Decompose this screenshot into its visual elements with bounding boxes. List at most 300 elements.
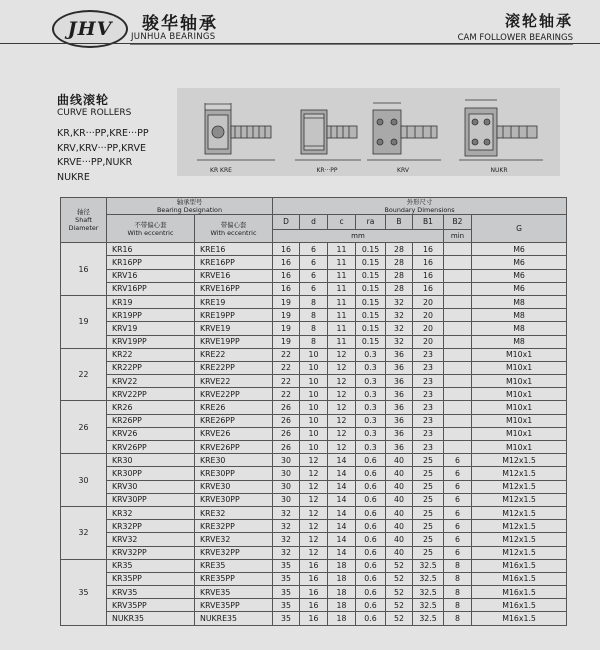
ra-cell: 0.3 xyxy=(356,401,386,414)
D-cell: 22 xyxy=(273,348,300,361)
drawing-label: NUKR xyxy=(490,167,508,174)
designation-without-cell: KR26 xyxy=(107,401,195,414)
B-cell: 36 xyxy=(386,414,413,427)
series-line: KR,KR···PP,KRE···PP xyxy=(57,128,149,139)
designation-without-cell: KRV30PP xyxy=(107,493,195,506)
shaft-header-en2: Diameter xyxy=(68,224,99,233)
B-cell: 28 xyxy=(386,282,413,295)
without-eccentric-header xyxy=(107,215,195,243)
G-cell: M16x1.5 xyxy=(472,599,567,612)
B-cell: 32 xyxy=(386,322,413,335)
B-cell: 52 xyxy=(386,586,413,599)
designation-with-cell: KRE22 xyxy=(195,348,273,361)
table-row xyxy=(61,256,567,269)
G-cell: M12x1.5 xyxy=(472,520,567,533)
without-eccentric-en: With eccentric xyxy=(127,228,174,237)
B-cell: 52 xyxy=(386,559,413,572)
D-cell: 26 xyxy=(273,427,300,440)
col-B1: B1 xyxy=(413,215,444,230)
designation-without-cell: KR16PP xyxy=(107,256,195,269)
d-cell: 12 xyxy=(300,506,328,519)
B2-cell: 6 xyxy=(444,546,472,559)
B-cell: 36 xyxy=(386,401,413,414)
table-row xyxy=(61,493,567,506)
designation-without-cell: KRV30 xyxy=(107,480,195,493)
B1-cell: 25 xyxy=(413,520,444,533)
designation-with-cell: KRE26 xyxy=(195,401,273,414)
table-row xyxy=(61,348,567,361)
designation-with-cell: KRVE30 xyxy=(195,480,273,493)
ra-cell: 0.3 xyxy=(356,361,386,374)
ra-cell: 0.15 xyxy=(356,256,386,269)
ra-cell: 0.6 xyxy=(356,533,386,546)
table-row xyxy=(61,309,567,322)
B1-cell: 25 xyxy=(413,506,444,519)
d-cell: 16 xyxy=(300,586,328,599)
ra-cell: 0.6 xyxy=(356,520,386,533)
designation-without-cell: KRV16 xyxy=(107,269,195,282)
B2-cell: 8 xyxy=(444,559,472,572)
c-cell: 12 xyxy=(328,441,356,454)
designation-without-cell: KRV26PP xyxy=(107,441,195,454)
shaft-diameter-cell: 19 xyxy=(61,295,107,348)
designation-with-cell: KRVE19PP xyxy=(195,335,273,348)
D-cell: 19 xyxy=(273,335,300,348)
B1-cell: 25 xyxy=(413,454,444,467)
designation-without-cell: KRV22 xyxy=(107,375,195,388)
designation-with-cell: KRE26PP xyxy=(195,414,273,427)
c-cell: 18 xyxy=(328,586,356,599)
c-cell: 12 xyxy=(328,414,356,427)
designation-header xyxy=(107,198,273,215)
c-cell: 12 xyxy=(328,401,356,414)
c-cell: 11 xyxy=(328,282,356,295)
shaft-diameter-cell: 30 xyxy=(61,454,107,507)
G-cell: M10x1 xyxy=(472,361,567,374)
B1-cell: 25 xyxy=(413,546,444,559)
c-cell: 18 xyxy=(328,599,356,612)
D-cell: 35 xyxy=(273,599,300,612)
B-cell: 40 xyxy=(386,520,413,533)
ra-cell: 0.15 xyxy=(356,322,386,335)
B2-cell: 6 xyxy=(444,454,472,467)
table-row xyxy=(61,467,567,480)
G-cell: M12x1.5 xyxy=(472,480,567,493)
section-title-cn: 曲线滚轮 xyxy=(57,93,110,107)
drawing-label: KR KRE xyxy=(210,167,232,174)
D-cell: 19 xyxy=(273,322,300,335)
bearing-cross-sections xyxy=(177,88,560,176)
c-cell: 14 xyxy=(328,506,356,519)
table-body xyxy=(61,243,567,625)
designation-with-cell: KRE22PP xyxy=(195,361,273,374)
c-cell: 11 xyxy=(328,295,356,308)
designation-with-cell: KRVE22PP xyxy=(195,388,273,401)
B1-cell: 23 xyxy=(413,388,444,401)
B2-cell: 6 xyxy=(444,480,472,493)
d-cell: 10 xyxy=(300,348,328,361)
B1-cell: 32.5 xyxy=(413,586,444,599)
shaft-diameter-cell: 35 xyxy=(61,559,107,625)
table-row xyxy=(61,269,567,282)
shaft-header-en: Shaft xyxy=(75,216,92,225)
ra-cell: 0.15 xyxy=(356,282,386,295)
designation-with-cell: KRE19 xyxy=(195,295,273,308)
category-title-en: CAM FOLLOWER BEARINGS xyxy=(457,33,573,43)
B-cell: 32 xyxy=(386,335,413,348)
specifications-table xyxy=(60,197,567,626)
c-cell: 14 xyxy=(328,454,356,467)
with-eccentric-header xyxy=(195,215,273,243)
table-row xyxy=(61,441,567,454)
D-cell: 22 xyxy=(273,361,300,374)
G-cell: M12x1.5 xyxy=(472,546,567,559)
B2-cell: 6 xyxy=(444,520,472,533)
designation-with-cell: KRE35PP xyxy=(195,572,273,585)
B-cell: 32 xyxy=(386,309,413,322)
B1-cell: 20 xyxy=(413,322,444,335)
G-cell: M12x1.5 xyxy=(472,454,567,467)
designation-without-cell: KRV26 xyxy=(107,427,195,440)
B1-cell: 20 xyxy=(413,335,444,348)
designation-with-cell: KRVE32 xyxy=(195,533,273,546)
B-cell: 28 xyxy=(386,243,413,256)
dimensions-header-en: Boundary Dimensions xyxy=(384,206,455,214)
drawing-label: KR···PP xyxy=(316,167,338,174)
table-row xyxy=(61,322,567,335)
G-cell: M8 xyxy=(472,322,567,335)
B2-cell: 8 xyxy=(444,612,472,625)
D-cell: 35 xyxy=(273,586,300,599)
designation-without-cell: NUKR35 xyxy=(107,612,195,625)
B2-cell xyxy=(444,322,472,335)
B-cell: 36 xyxy=(386,375,413,388)
d-cell: 12 xyxy=(300,467,328,480)
G-cell: M6 xyxy=(472,282,567,295)
B2-cell: 8 xyxy=(444,586,472,599)
d-cell: 6 xyxy=(300,282,328,295)
dimensions-header xyxy=(273,198,567,215)
B2-cell xyxy=(444,414,472,427)
G-cell: M12x1.5 xyxy=(472,493,567,506)
series-line: NUKRE xyxy=(57,171,90,183)
B-cell: 40 xyxy=(386,467,413,480)
G-cell: M12x1.5 xyxy=(472,533,567,546)
table-row xyxy=(61,282,567,295)
B-cell: 36 xyxy=(386,348,413,361)
B2-cell xyxy=(444,243,472,256)
ra-cell: 0.15 xyxy=(356,309,386,322)
drawing-nukr xyxy=(459,100,543,160)
designation-without-cell: KRV32 xyxy=(107,533,195,546)
B1-cell: 20 xyxy=(413,295,444,308)
d-cell: 16 xyxy=(300,612,328,625)
d-cell: 10 xyxy=(300,414,328,427)
with-eccentric-cn: 带偏心套 xyxy=(220,220,247,229)
D-cell: 26 xyxy=(273,441,300,454)
c-cell: 12 xyxy=(328,427,356,440)
designation-without-cell: KRV32PP xyxy=(107,546,195,559)
shaft-diameter-cell: 22 xyxy=(61,348,107,401)
table-row xyxy=(61,295,567,308)
designation-without-cell: KR22 xyxy=(107,348,195,361)
designation-with-cell: KRE16PP xyxy=(195,256,273,269)
B1-cell: 32.5 xyxy=(413,572,444,585)
B2-cell xyxy=(444,348,472,361)
B-cell: 40 xyxy=(386,533,413,546)
designation-with-cell: KRVE22 xyxy=(195,375,273,388)
with-eccentric-en: With eccentric xyxy=(210,228,257,237)
c-cell: 12 xyxy=(328,388,356,401)
shaft-diameter-cell: 32 xyxy=(61,506,107,559)
ra-cell: 0.6 xyxy=(356,612,386,625)
B1-cell: 16 xyxy=(413,256,444,269)
c-cell: 18 xyxy=(328,559,356,572)
G-cell: M8 xyxy=(472,295,567,308)
c-cell: 18 xyxy=(328,572,356,585)
B2-cell xyxy=(444,335,472,348)
ra-cell: 0.6 xyxy=(356,454,386,467)
d-cell: 8 xyxy=(300,335,328,348)
G-cell: M16x1.5 xyxy=(472,586,567,599)
D-cell: 19 xyxy=(273,295,300,308)
c-cell: 14 xyxy=(328,520,356,533)
c-cell: 11 xyxy=(328,269,356,282)
series-line: KRVE···PP,NUKR xyxy=(57,157,133,168)
B-cell: 40 xyxy=(386,454,413,467)
c-cell: 12 xyxy=(328,361,356,374)
table-row xyxy=(61,559,567,572)
d-cell: 6 xyxy=(300,269,328,282)
B-cell: 52 xyxy=(386,599,413,612)
B1-cell: 23 xyxy=(413,361,444,374)
B-cell: 40 xyxy=(386,546,413,559)
D-cell: 19 xyxy=(273,309,300,322)
unit-mm: mm xyxy=(273,230,444,243)
designation-with-cell: KRVE16 xyxy=(195,269,273,282)
d-cell: 12 xyxy=(300,454,328,467)
ra-cell: 0.3 xyxy=(356,441,386,454)
designation-without-cell: KRV16PP xyxy=(107,282,195,295)
G-cell: M6 xyxy=(472,243,567,256)
designation-without-cell: KRV35 xyxy=(107,586,195,599)
d-cell: 10 xyxy=(300,441,328,454)
designation-without-cell: KR30PP xyxy=(107,467,195,480)
B-cell: 32 xyxy=(386,295,413,308)
c-cell: 11 xyxy=(328,309,356,322)
table-row xyxy=(61,414,567,427)
D-cell: 16 xyxy=(273,243,300,256)
D-cell: 35 xyxy=(273,572,300,585)
B2-cell xyxy=(444,282,472,295)
c-cell: 11 xyxy=(328,243,356,256)
G-cell: M6 xyxy=(472,256,567,269)
B2-cell xyxy=(444,401,472,414)
B2-cell xyxy=(444,295,472,308)
section-title-en: CURVE ROLLERS xyxy=(57,108,132,118)
G-cell: M10x1 xyxy=(472,388,567,401)
B2-cell xyxy=(444,375,472,388)
c-cell: 14 xyxy=(328,533,356,546)
d-cell: 12 xyxy=(300,533,328,546)
d-cell: 8 xyxy=(300,295,328,308)
designation-with-cell: KRE32PP xyxy=(195,520,273,533)
ra-cell: 0.15 xyxy=(356,243,386,256)
designation-with-cell: KRVE35 xyxy=(195,586,273,599)
table-row xyxy=(61,480,567,493)
c-cell: 14 xyxy=(328,493,356,506)
G-cell: M8 xyxy=(472,309,567,322)
B1-cell: 25 xyxy=(413,480,444,493)
D-cell: 30 xyxy=(273,454,300,467)
d-cell: 6 xyxy=(300,256,328,269)
shaft-diameter-header xyxy=(61,198,107,243)
without-eccentric-cn: 不带偏心套 xyxy=(134,220,167,229)
G-cell: M16x1.5 xyxy=(472,559,567,572)
designation-without-cell: KR26PP xyxy=(107,414,195,427)
ra-cell: 0.15 xyxy=(356,335,386,348)
designation-without-cell: KR32PP xyxy=(107,520,195,533)
designation-without-cell: KRV22PP xyxy=(107,388,195,401)
table-row xyxy=(61,599,567,612)
D-cell: 16 xyxy=(273,256,300,269)
designation-with-cell: KRVE19 xyxy=(195,322,273,335)
col-B: B xyxy=(386,215,413,230)
ra-cell: 0.3 xyxy=(356,375,386,388)
d-cell: 6 xyxy=(300,243,328,256)
d-cell: 10 xyxy=(300,427,328,440)
B1-cell: 32.5 xyxy=(413,559,444,572)
B1-cell: 20 xyxy=(413,309,444,322)
B1-cell: 25 xyxy=(413,493,444,506)
D-cell: 16 xyxy=(273,282,300,295)
table-row xyxy=(61,546,567,559)
B-cell: 36 xyxy=(386,427,413,440)
jhv-logo: JHV xyxy=(52,10,128,48)
B2-cell xyxy=(444,441,472,454)
category-title-cn: 滚轮轴承 xyxy=(504,12,573,30)
table-row xyxy=(61,572,567,585)
designation-without-cell: KRV35PP xyxy=(107,599,195,612)
D-cell: 32 xyxy=(273,533,300,546)
B-cell: 36 xyxy=(386,361,413,374)
ra-cell: 0.6 xyxy=(356,572,386,585)
designation-without-cell: KR16 xyxy=(107,243,195,256)
series-line: KRV,KRV···PP,KRVE xyxy=(57,142,146,154)
ra-cell: 0.3 xyxy=(356,414,386,427)
designation-with-cell: KRVE16PP xyxy=(195,282,273,295)
ra-cell: 0.6 xyxy=(356,467,386,480)
d-cell: 8 xyxy=(300,322,328,335)
B2-cell xyxy=(444,256,472,269)
B1-cell: 23 xyxy=(413,348,444,361)
dimensions-header-cn: 外形尺寸 xyxy=(406,198,433,206)
table-row xyxy=(61,454,567,467)
G-cell: M12x1.5 xyxy=(472,467,567,480)
col-D: D xyxy=(273,215,300,230)
col-d: d xyxy=(300,215,328,230)
designation-without-cell: KR19PP xyxy=(107,309,195,322)
ra-cell: 0.6 xyxy=(356,546,386,559)
ra-cell: 0.6 xyxy=(356,599,386,612)
G-cell: M10x1 xyxy=(472,401,567,414)
designation-with-cell: KRVE35PP xyxy=(195,599,273,612)
ra-cell: 0.6 xyxy=(356,586,386,599)
d-cell: 12 xyxy=(300,520,328,533)
B-cell: 52 xyxy=(386,572,413,585)
B2-cell xyxy=(444,427,472,440)
d-cell: 8 xyxy=(300,309,328,322)
c-cell: 11 xyxy=(328,322,356,335)
D-cell: 30 xyxy=(273,480,300,493)
col-c: c xyxy=(328,215,356,230)
d-cell: 10 xyxy=(300,361,328,374)
designation-with-cell: NUKRE35 xyxy=(195,612,273,625)
B-cell: 28 xyxy=(386,269,413,282)
G-cell: M10x1 xyxy=(472,414,567,427)
designation-with-cell: KRVE26 xyxy=(195,427,273,440)
header-rule-secondary xyxy=(130,44,573,45)
unit-min: min xyxy=(444,230,472,243)
drawing-krv xyxy=(367,103,441,160)
designation-without-cell: KR22PP xyxy=(107,361,195,374)
B2-cell: 6 xyxy=(444,467,472,480)
B-cell: 28 xyxy=(386,256,413,269)
drawing-label: KRV xyxy=(397,167,409,174)
c-cell: 14 xyxy=(328,546,356,559)
designation-header-cn: 轴承型号 xyxy=(176,198,203,206)
D-cell: 35 xyxy=(273,559,300,572)
D-cell: 35 xyxy=(273,612,300,625)
designation-without-cell: KR30 xyxy=(107,454,195,467)
designation-with-cell: KRE30PP xyxy=(195,467,273,480)
D-cell: 30 xyxy=(273,467,300,480)
ra-cell: 0.6 xyxy=(356,506,386,519)
c-cell: 11 xyxy=(328,335,356,348)
c-cell: 11 xyxy=(328,256,356,269)
B1-cell: 23 xyxy=(413,414,444,427)
D-cell: 32 xyxy=(273,520,300,533)
designation-without-cell: KR19 xyxy=(107,295,195,308)
B-cell: 36 xyxy=(386,441,413,454)
shaft-diameter-cell: 26 xyxy=(61,401,107,454)
G-cell: M10x1 xyxy=(472,427,567,440)
d-cell: 12 xyxy=(300,480,328,493)
c-cell: 14 xyxy=(328,480,356,493)
B1-cell: 32.5 xyxy=(413,599,444,612)
B1-cell: 23 xyxy=(413,401,444,414)
designation-without-cell: KR32 xyxy=(107,506,195,519)
designation-with-cell: KRE32 xyxy=(195,506,273,519)
designation-header-en: Bearing Designation xyxy=(157,206,222,214)
table-row xyxy=(61,612,567,625)
designation-with-cell: KRE16 xyxy=(195,243,273,256)
table-row xyxy=(61,506,567,519)
ra-cell: 0.3 xyxy=(356,388,386,401)
shaft-header-cn: 轴径 xyxy=(77,208,90,217)
table-row xyxy=(61,533,567,546)
table-row xyxy=(61,427,567,440)
B2-cell: 6 xyxy=(444,493,472,506)
d-cell: 10 xyxy=(300,375,328,388)
B1-cell: 23 xyxy=(413,375,444,388)
ra-cell: 0.3 xyxy=(356,348,386,361)
B2-cell xyxy=(444,388,472,401)
D-cell: 30 xyxy=(273,493,300,506)
ra-cell: 0.3 xyxy=(356,427,386,440)
B1-cell: 16 xyxy=(413,243,444,256)
ra-cell: 0.15 xyxy=(356,269,386,282)
